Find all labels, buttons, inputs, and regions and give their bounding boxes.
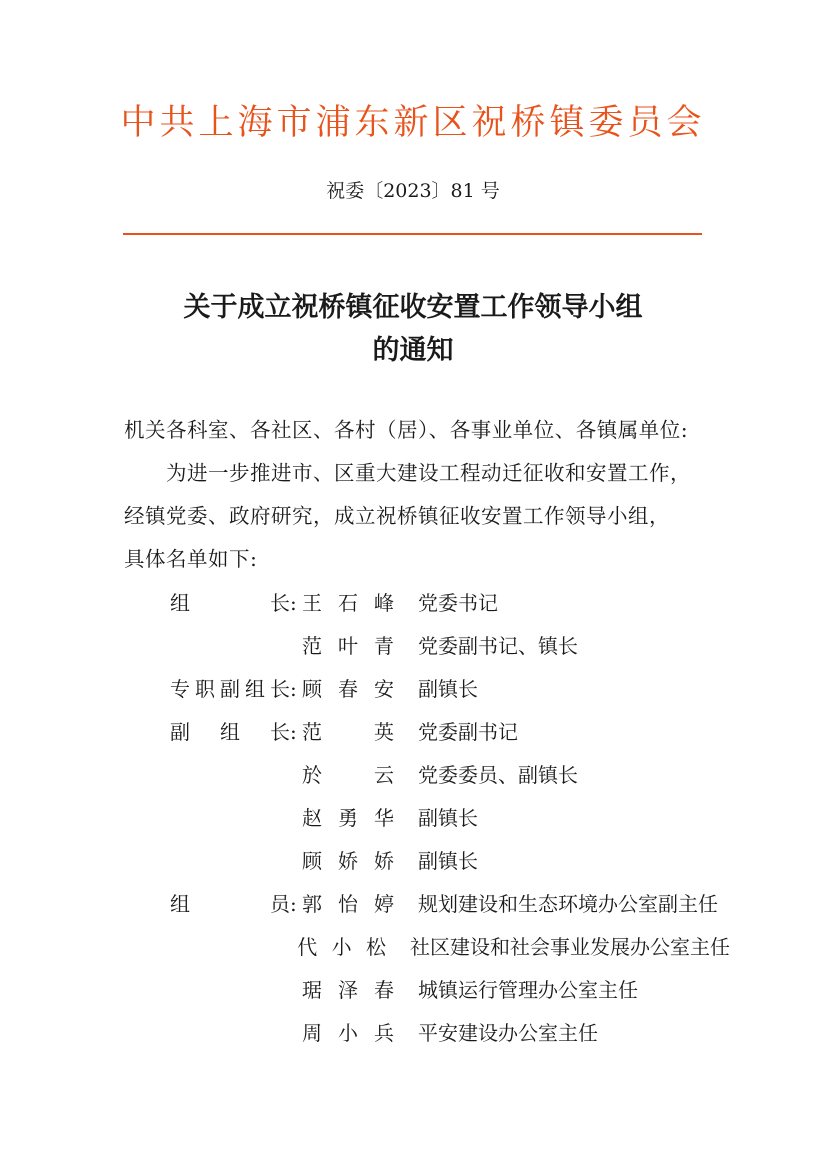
member-position: 党委书记 [418, 591, 498, 615]
member-row [170, 711, 730, 754]
body-paragraph-line-3: 具体名单如下: [124, 547, 258, 571]
role-colon: : [290, 591, 297, 615]
member-row [170, 625, 730, 668]
member-name: 顾 娇 娇 [302, 849, 394, 873]
member-row [170, 797, 730, 840]
member-position: 党委副书记 [418, 720, 518, 744]
member-position: 副镇长 [418, 849, 478, 873]
member-role: 组 员 [170, 892, 290, 916]
member-position: 副镇长 [418, 677, 478, 701]
member-name: 赵 勇 华 [302, 806, 394, 830]
body-paragraph-line-2: 经镇党委、政府研究，成立祝桥镇征收安置工作领导小组， [124, 504, 670, 528]
document-title-line-2: 的通知 [372, 335, 454, 366]
member-role: 副 组 长 [170, 720, 290, 744]
member-position: 平安建设办公室主任 [418, 1021, 598, 1045]
role-colon: : [290, 677, 297, 701]
document-number: 祝委〔2023〕81 号 [326, 180, 500, 202]
member-role: 专 职 副 组 长 [170, 677, 290, 701]
role-colon [290, 1012, 302, 1055]
body-paragraph [124, 452, 724, 581]
member-name: 顾 春 安 [302, 677, 394, 701]
member-position: 副镇长 [418, 806, 478, 830]
document-title [0, 286, 826, 372]
role-colon [290, 969, 302, 1012]
member-name: 范 英 [302, 720, 394, 744]
member-name: 代 小 松 [297, 935, 387, 959]
member-position: 规划建设和生态环境办公室副主任 [418, 892, 718, 916]
member-row [170, 668, 730, 711]
member-name: 范 叶 青 [302, 634, 394, 658]
member-row [170, 754, 730, 797]
member-row [170, 926, 730, 969]
role-colon [290, 754, 302, 797]
member-row [170, 582, 730, 625]
member-row [170, 969, 730, 1012]
member-row [170, 1012, 730, 1055]
member-role: 组 长 [170, 591, 290, 615]
member-row [170, 840, 730, 883]
role-colon [290, 797, 302, 840]
body-paragraph-line-1: 为进一步推进市、区重大建设工程动迁征收和安置工作， [166, 461, 691, 485]
document-title-line-1: 关于成立祝桥镇征收安置工作领导小组 [183, 292, 643, 323]
member-position: 城镇运行管理办公室主任 [418, 978, 638, 1002]
member-position: 党委委员、副镇长 [418, 763, 578, 787]
member-name: 琚 泽 春 [302, 978, 394, 1002]
role-colon [286, 926, 298, 969]
role-colon [290, 625, 302, 668]
member-name: 王 石 峰 [302, 591, 394, 615]
role-colon: : [290, 720, 297, 744]
member-list [170, 582, 730, 1055]
member-name: 郭 怡 婷 [302, 892, 394, 916]
member-name: 周 小 兵 [302, 1021, 394, 1045]
role-colon [290, 840, 302, 883]
member-row [170, 883, 730, 926]
addressee-line: 机关各科室、各社区、各村（居）、各事业单位、各镇属单位: [124, 418, 689, 442]
member-position: 党委副书记、镇长 [418, 634, 578, 658]
red-separator-line [123, 233, 702, 235]
issuing-organization-title: 中共上海市浦东新区祝桥镇委员会 [120, 103, 706, 143]
member-name: 於 云 [302, 763, 394, 787]
member-position: 社区建设和社会事业发展办公室主任 [410, 935, 731, 959]
role-colon: : [290, 892, 297, 916]
